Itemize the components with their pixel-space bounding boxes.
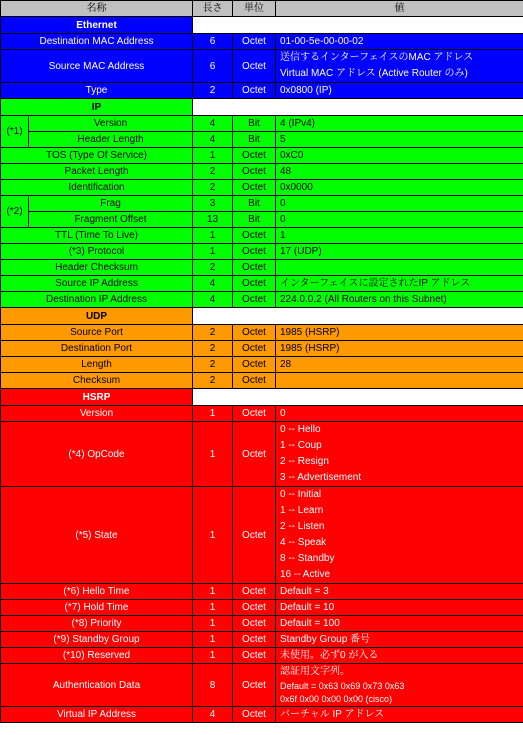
value-line: 1 -- Learn xyxy=(280,505,324,516)
field-name: (*4) OpCode xyxy=(1,422,193,487)
section-spacer xyxy=(193,17,523,34)
field-unit: Octet xyxy=(233,664,276,707)
field-value xyxy=(276,50,523,83)
field-name: Version xyxy=(1,406,193,422)
field-unit: Octet xyxy=(233,164,276,180)
field-name: (*3) Protocol xyxy=(1,244,193,260)
table-row xyxy=(1,50,523,83)
field-value xyxy=(276,260,523,276)
field-unit: Octet xyxy=(233,260,276,276)
field-unit: Octet xyxy=(233,180,276,196)
table-row xyxy=(1,341,523,357)
value-line: Virtual MAC アドレス (Active Router のみ) xyxy=(280,68,468,79)
field-unit: Octet xyxy=(233,276,276,292)
header-length: 長さ xyxy=(193,1,233,17)
footnote-2: (*2) xyxy=(1,196,29,228)
field-unit: Octet xyxy=(233,34,276,50)
field-unit: Octet xyxy=(233,325,276,341)
table-row xyxy=(1,83,523,99)
field-length: 13 xyxy=(193,212,233,228)
field-unit: Bit xyxy=(233,196,276,212)
field-value xyxy=(276,487,523,584)
field-length: 1 xyxy=(193,244,233,260)
field-name: Length xyxy=(1,357,193,373)
table-row xyxy=(1,664,523,707)
table-row xyxy=(1,260,523,276)
footnote-1: (*1) xyxy=(1,116,29,148)
field-name: Source IP Address xyxy=(1,276,193,292)
field-value: 1985 (HSRP) xyxy=(276,325,523,341)
value-line: 4 -- Speak xyxy=(280,537,327,548)
field-length: 4 xyxy=(193,116,233,132)
value-line: Default = 0x63 0x69 0x73 0x63 xyxy=(280,681,405,691)
field-name: TOS (Type Of Service) xyxy=(1,148,193,164)
field-unit: Octet xyxy=(233,648,276,664)
table-row xyxy=(1,632,523,648)
value-line: 0 -- Hello xyxy=(280,424,321,435)
field-length: 6 xyxy=(193,50,233,83)
field-value: 5 xyxy=(276,132,523,148)
field-unit: Octet xyxy=(233,292,276,308)
field-name: Header Checksum xyxy=(1,260,193,276)
value-line: 0x6f 0x00 0x00 0x00 (cisco) xyxy=(280,694,393,704)
field-value: 17 (UDP) xyxy=(276,244,523,260)
field-length: 4 xyxy=(193,707,233,723)
table-row xyxy=(1,584,523,600)
field-value: Default = 3 xyxy=(276,584,523,600)
field-name: TTL (Time To Live) xyxy=(1,228,193,244)
value-line: 3 -- Advertisement xyxy=(280,472,362,483)
field-name: Source Port xyxy=(1,325,193,341)
field-name: (*5) State xyxy=(1,487,193,584)
field-value: 0 xyxy=(276,196,523,212)
field-name: (*9) Standby Group xyxy=(1,632,193,648)
field-value: 未使用。必ず0 が入る xyxy=(276,648,523,664)
field-length: 1 xyxy=(193,648,233,664)
value-line: 認証用文字列。 xyxy=(280,666,350,677)
hsrp-section-title: HSRP xyxy=(1,389,193,406)
field-unit: Bit xyxy=(233,132,276,148)
field-value: 0 xyxy=(276,406,523,422)
field-value: 0xC0 xyxy=(276,148,523,164)
field-name: Destination IP Address xyxy=(1,292,193,308)
field-length: 2 xyxy=(193,83,233,99)
table-row xyxy=(1,228,523,244)
field-unit: Octet xyxy=(233,707,276,723)
field-name: Fragment Offset xyxy=(29,212,193,228)
field-name: (*10) Reserved xyxy=(1,648,193,664)
ethernet-section-row xyxy=(1,17,523,34)
field-length: 1 xyxy=(193,632,233,648)
field-length: 4 xyxy=(193,292,233,308)
field-unit: Octet xyxy=(233,83,276,99)
value-line: 2 -- Listen xyxy=(280,521,325,532)
table-row xyxy=(1,212,523,228)
table-row xyxy=(1,616,523,632)
field-unit: Octet xyxy=(233,584,276,600)
field-length: 1 xyxy=(193,422,233,487)
field-unit: Octet xyxy=(233,406,276,422)
udp-section-row xyxy=(1,308,523,325)
field-name: Destination MAC Address xyxy=(1,34,193,50)
header-unit: 単位 xyxy=(233,1,276,17)
table-row xyxy=(1,164,523,180)
table-row xyxy=(1,600,523,616)
field-length: 1 xyxy=(193,228,233,244)
table-row xyxy=(1,422,523,487)
field-length: 1 xyxy=(193,584,233,600)
field-value: バーチャル IP アドレス xyxy=(276,707,523,723)
ip-section-title: IP xyxy=(1,99,193,116)
field-length: 2 xyxy=(193,373,233,389)
field-unit: Octet xyxy=(233,632,276,648)
table-row xyxy=(1,648,523,664)
value-line: 2 -- Resign xyxy=(280,456,329,467)
field-value: 224.0.0.2 (All Routers on this Subnet) xyxy=(276,292,523,308)
table-row xyxy=(1,357,523,373)
field-unit: Octet xyxy=(233,244,276,260)
field-length: 4 xyxy=(193,132,233,148)
header-value: 値 xyxy=(276,1,523,17)
field-value: 0x0000 xyxy=(276,180,523,196)
field-length: 2 xyxy=(193,341,233,357)
field-name: Checksum xyxy=(1,373,193,389)
field-name: Virtual IP Address xyxy=(1,707,193,723)
field-unit: Octet xyxy=(233,341,276,357)
field-name: (*6) Hello Time xyxy=(1,584,193,600)
field-name: Destination Port xyxy=(1,341,193,357)
ip-section-row xyxy=(1,99,523,116)
field-unit: Octet xyxy=(233,50,276,83)
table-row xyxy=(1,276,523,292)
field-unit: Octet xyxy=(233,600,276,616)
field-name: Type xyxy=(1,83,193,99)
field-value xyxy=(276,373,523,389)
table-row xyxy=(1,148,523,164)
section-spacer xyxy=(193,308,523,325)
field-length: 1 xyxy=(193,148,233,164)
field-name: Header Length xyxy=(29,132,193,148)
field-value: 0x0800 (IP) xyxy=(276,83,523,99)
value-line: 8 -- Standby xyxy=(280,553,335,564)
field-name: (*7) Hold Time xyxy=(1,600,193,616)
field-unit: Octet xyxy=(233,616,276,632)
field-length: 2 xyxy=(193,260,233,276)
field-name: Frag xyxy=(29,196,193,212)
value-line: 16 -- Active xyxy=(280,569,331,580)
field-length: 2 xyxy=(193,325,233,341)
field-value: 1985 (HSRP) xyxy=(276,341,523,357)
field-value xyxy=(276,664,523,707)
field-value: インターフェイスに設定されたIP アドレス xyxy=(276,276,523,292)
field-value: Default = 10 xyxy=(276,600,523,616)
table-row xyxy=(1,116,523,132)
field-name: Source MAC Address xyxy=(1,50,193,83)
field-name: Version xyxy=(29,116,193,132)
field-value: 48 xyxy=(276,164,523,180)
field-value: 4 (IPv4) xyxy=(276,116,523,132)
field-unit: Bit xyxy=(233,116,276,132)
field-length: 1 xyxy=(193,600,233,616)
field-value: Default = 100 xyxy=(276,616,523,632)
field-length: 4 xyxy=(193,276,233,292)
value-line: 0 -- Initial xyxy=(280,489,322,500)
field-length: 2 xyxy=(193,357,233,373)
table-row xyxy=(1,196,523,212)
section-spacer xyxy=(193,389,523,406)
table-row xyxy=(1,292,523,308)
field-value: 28 xyxy=(276,357,523,373)
header-name: 名称 xyxy=(1,1,193,17)
field-unit: Octet xyxy=(233,148,276,164)
field-name: Identification xyxy=(1,180,193,196)
field-length: 1 xyxy=(193,406,233,422)
table-row xyxy=(1,487,523,584)
field-name: (*8) Priority xyxy=(1,616,193,632)
field-length: 1 xyxy=(193,616,233,632)
field-unit: Octet xyxy=(233,422,276,487)
field-name: Authentication Data xyxy=(1,664,193,707)
field-length: 8 xyxy=(193,664,233,707)
table-row xyxy=(1,707,523,723)
field-unit: Octet xyxy=(233,357,276,373)
hsrp-section-row xyxy=(1,389,523,406)
field-length: 2 xyxy=(193,180,233,196)
field-value xyxy=(276,422,523,487)
field-length: 6 xyxy=(193,34,233,50)
field-unit: Octet xyxy=(233,228,276,244)
table-row xyxy=(1,180,523,196)
field-value: 01-00-5e-00-00-02 xyxy=(276,34,523,50)
field-unit: Octet xyxy=(233,373,276,389)
table-row xyxy=(1,373,523,389)
value-line: 1 -- Coup xyxy=(280,440,322,451)
header-row xyxy=(1,1,523,17)
field-unit: Octet xyxy=(233,487,276,584)
field-value: 1 xyxy=(276,228,523,244)
udp-section-title: UDP xyxy=(1,308,193,325)
ethernet-section-title: Ethernet xyxy=(1,17,193,34)
table-row xyxy=(1,325,523,341)
field-name: Packet Length xyxy=(1,164,193,180)
field-value: Standby Group 番号 xyxy=(276,632,523,648)
value-line: 送信するインターフェイスのMAC アドレス xyxy=(280,52,474,63)
field-unit: Bit xyxy=(233,212,276,228)
field-length: 2 xyxy=(193,164,233,180)
table-row xyxy=(1,244,523,260)
field-length: 3 xyxy=(193,196,233,212)
table-row xyxy=(1,406,523,422)
field-length: 1 xyxy=(193,487,233,584)
table-row xyxy=(1,34,523,50)
field-value: 0 xyxy=(276,212,523,228)
table-row xyxy=(1,132,523,148)
section-spacer xyxy=(193,99,523,116)
